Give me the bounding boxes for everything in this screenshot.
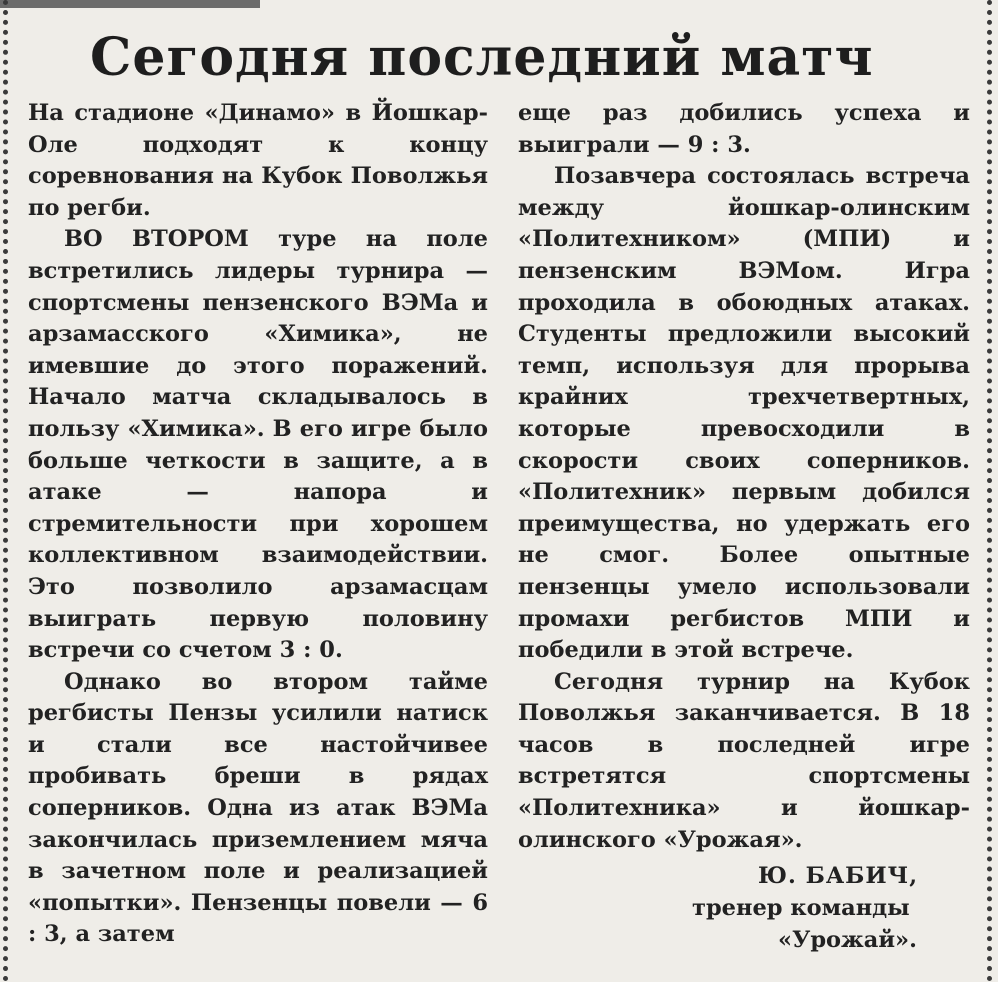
paragraph-continuation: еще раз добились успеха и выиграли — 9 : 3. <box>518 100 970 158</box>
paragraph-second-half: Однако во втором тайме регбисты Пензы усилили натиск и стали все настойчивее пробивать бреши в рядах соперников. Одна из атак ВЭМа закончилась приземлением мяча в зачетном поле и реализацией «попытки». Пензенцы повели — 6 : 3, а затем <box>28 668 488 948</box>
top-ink-mark <box>0 0 260 8</box>
paragraph-day-before: Позавчера состоялась встреча между йошкар-олинским «Политехником» (МПИ) и пензенским ВЭМом. Игра проходила в обоюдных атаках. Студенты предложили высокий темп, используя для прорыва крайних трехчетвертных, которые превосходили в скорости своих соперников. «Политехник» первым добился преимущества, но удержать его не смог. Более опытные пензенцы умело использовали промахи регбистов МПИ и победили в этой встрече. <box>518 163 970 664</box>
author-name: Ю. БАБИЧ, <box>758 863 919 889</box>
paragraph-today: Сегодня турнир на Кубок Поволжья заканчивается. В 18 часов в последней игре встретятся спортсмены «Политехника» и йошкар-олинского «Урожая». <box>518 668 970 853</box>
left-dotted-border <box>3 0 8 982</box>
author-signature <box>640 860 960 956</box>
left-column <box>28 98 488 951</box>
article-headline: Сегодня последний матч <box>90 27 874 88</box>
author-role: тренер команды <box>692 895 910 921</box>
paragraph-intro: На стадионе «Динамо» в Йошкар-Оле подходят к концу соревнования на Кубок Поволжья по регби. <box>28 100 488 221</box>
author-team: «Урожай». <box>778 927 917 953</box>
right-dotted-border <box>987 0 992 982</box>
paragraph-second-round: ВО ВТОРОМ туре на поле встретились лидеры турнира — спортсмены пензенского ВЭМа и арзамасского «Химика», не имевшие до этого поражений. Начало матча складывалось в пользу «Химика». В его игре было больше четкости в защите, а в атаке — напора и стремительности при хорошем коллективном взаимодействии. Это позволило арзамасцам выиграть первую половину встречи со счетом 3 : 0. <box>28 226 488 664</box>
right-column <box>518 98 970 856</box>
